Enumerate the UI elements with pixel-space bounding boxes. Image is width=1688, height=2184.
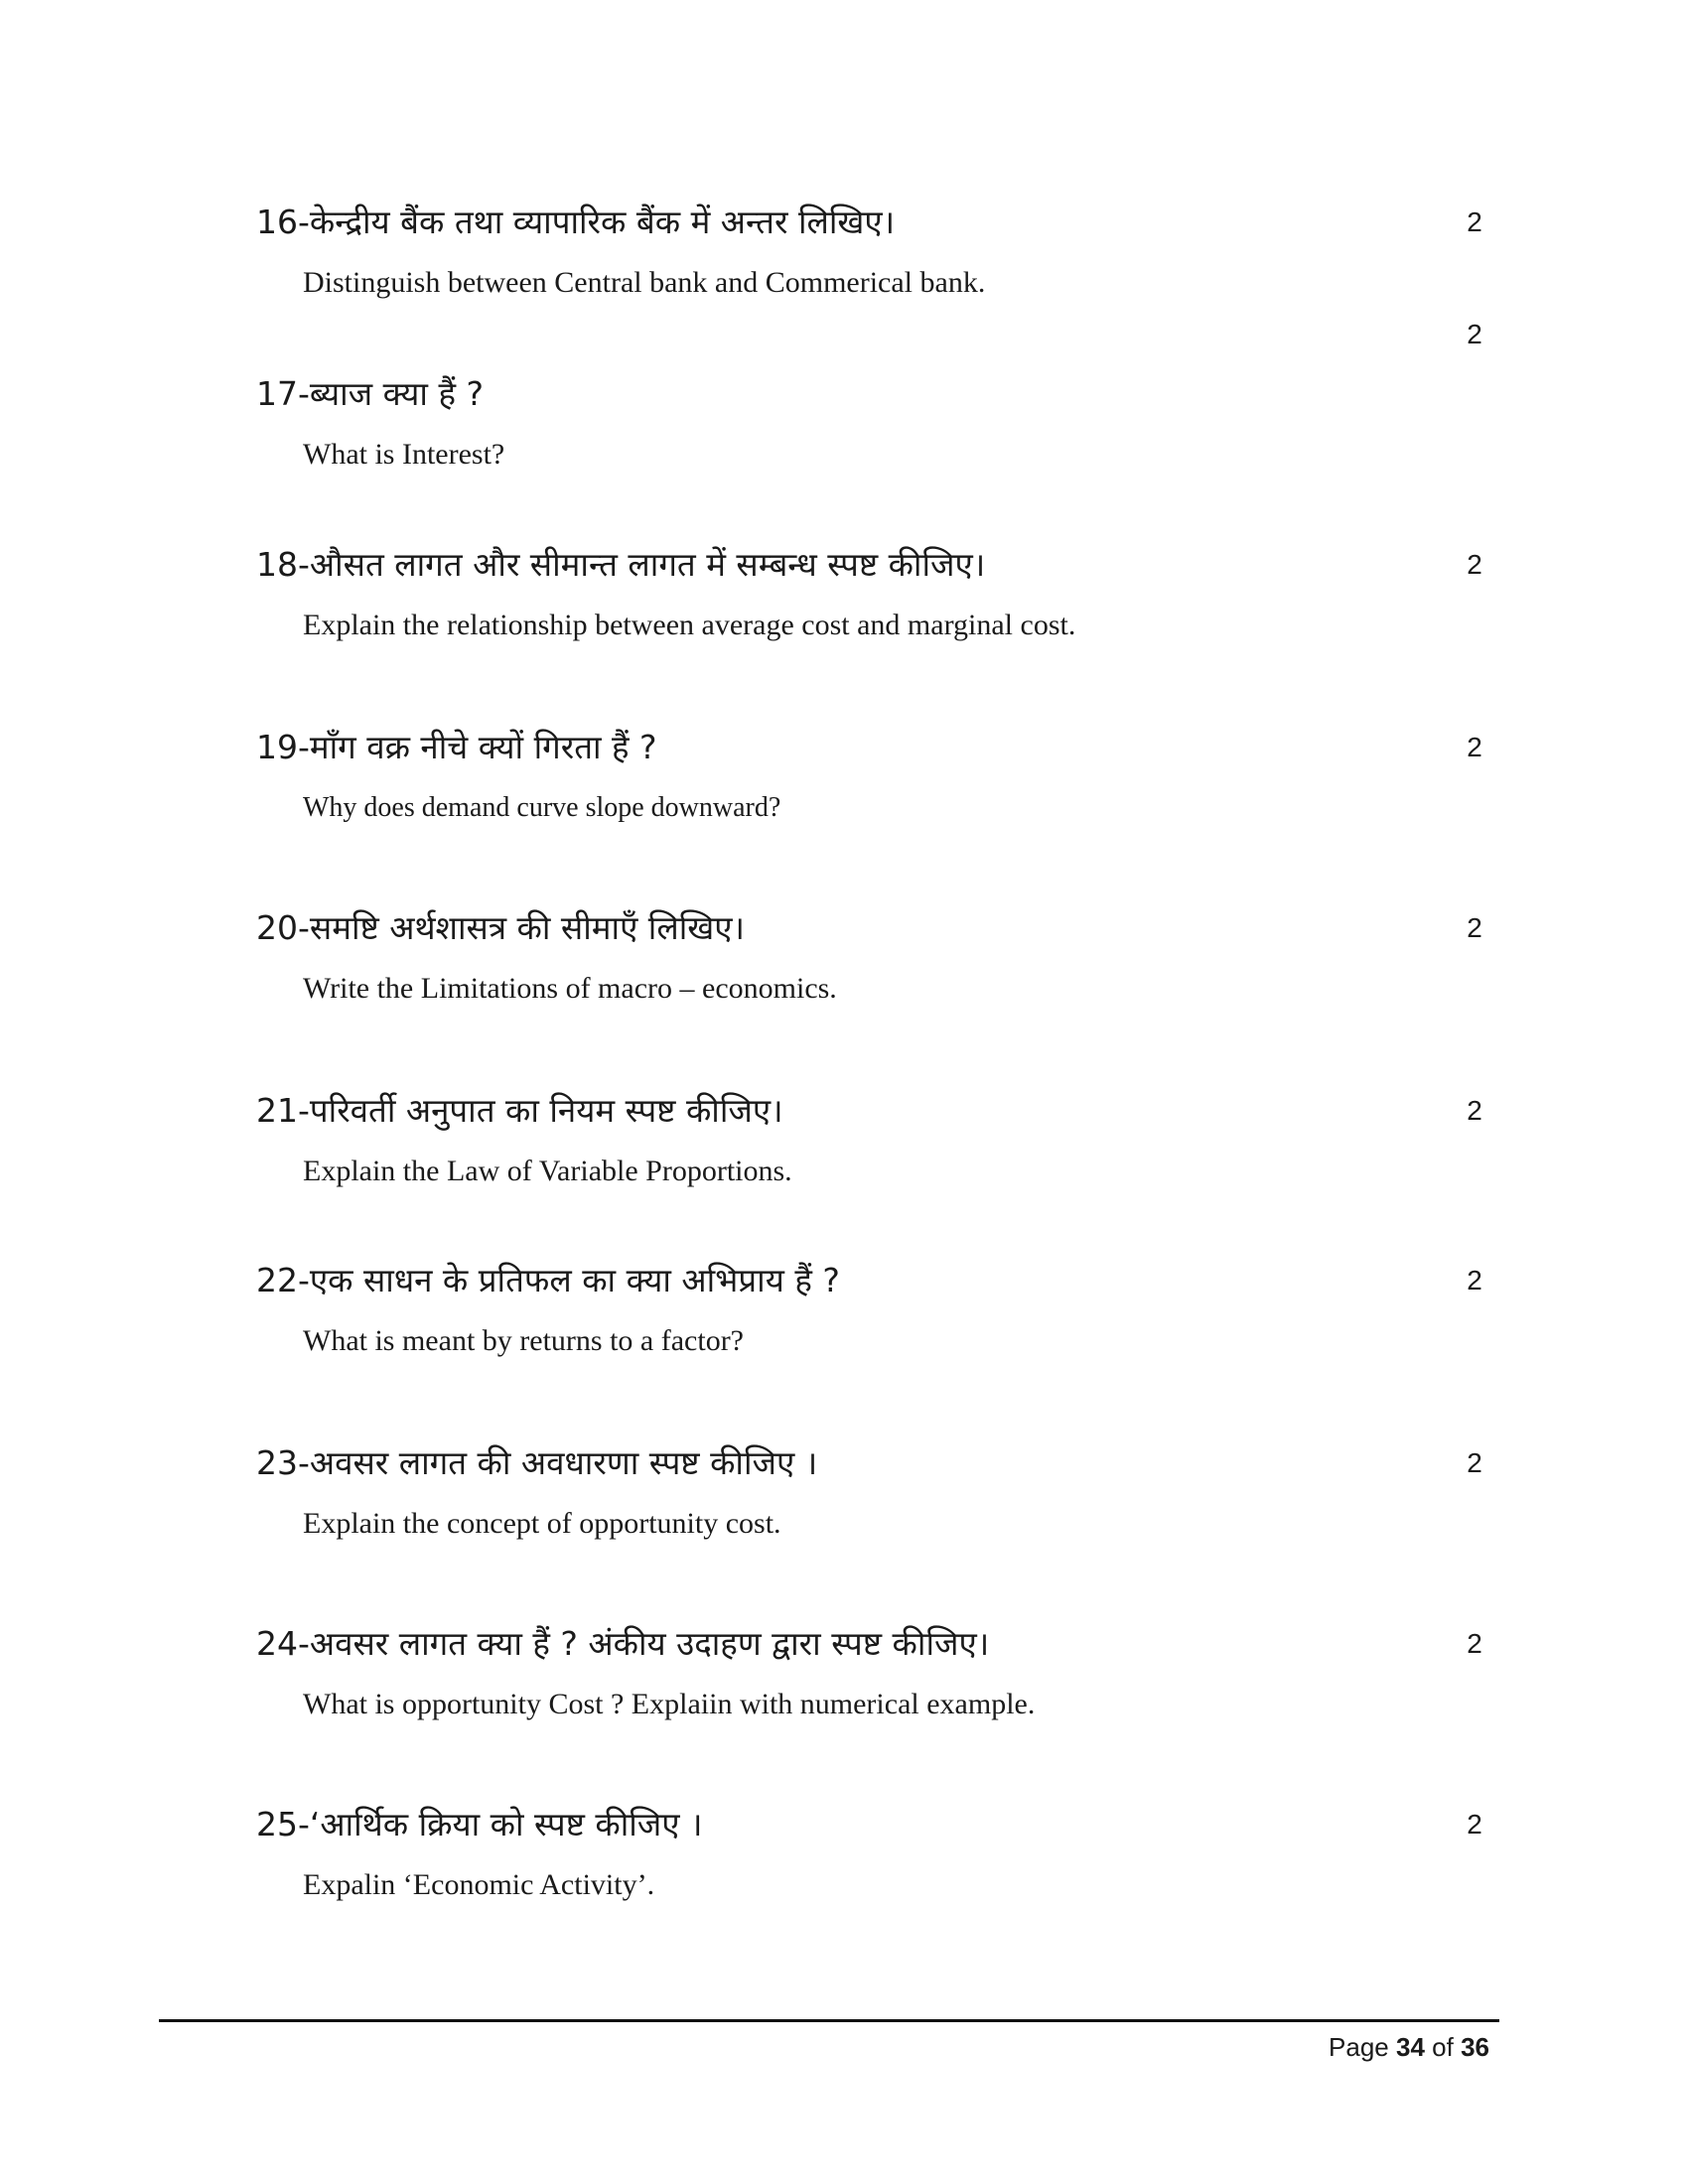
question-hindi: 23-अवसर लागत की अवधारणा स्पष्ट कीजिए । <box>256 1443 818 1482</box>
question-english: What is Interest? <box>303 438 505 471</box>
question-hindi: 25-‘आर्थिक क्रिया को स्पष्ट कीजिए । <box>256 1805 703 1843</box>
question-english: Explain the Law of Variable Proportions. <box>303 1155 792 1187</box>
question-marks: 2 <box>1467 549 1482 580</box>
question-english: What is meant by returns to a factor? <box>303 1324 744 1357</box>
question-english: Explain the concept of opportunity cost. <box>303 1507 781 1540</box>
question-hindi: 24-अवसर लागत क्या हैं ? अंकीय उदाहण द्वारा स्पष्ट कीजिए। <box>256 1624 990 1663</box>
question-english: Distinguish between Central bank and Commerical bank. <box>303 266 986 299</box>
question-marks: 2 <box>1467 1628 1482 1659</box>
question-english: What is opportunity Cost ? Explaiin with numerical example. <box>303 1688 1036 1720</box>
footer-of-word: of <box>1432 2032 1454 2062</box>
question-hindi: 16-केन्द्रीय बैंक तथा व्यापारिक बैंक में अन्तर लिखिए। <box>256 203 896 241</box>
question-english: Why does demand curve slope downward? <box>303 792 781 823</box>
question-marks: 2 <box>1467 206 1482 237</box>
question-marks: 2 <box>1467 1265 1482 1296</box>
question-hindi: 17-ब्याज क्या हैं ? <box>256 374 484 413</box>
question-marks: 2 <box>1467 1809 1482 1840</box>
question-hindi: 19-माँग वक्र नीचे क्यों गिरता हैं ? <box>256 728 657 766</box>
footer-page-number: 34 <box>1396 2032 1425 2062</box>
question-english: Explain the relationship between average cost and marginal cost. <box>303 609 1076 641</box>
question-marks: 2 <box>1467 1447 1482 1478</box>
question-17-marks: 2 <box>1467 319 1482 349</box>
footer-divider <box>159 2019 1499 2022</box>
question-english: Expalin ‘Economic Activity’. <box>303 1868 655 1901</box>
footer-total-pages: 36 <box>1461 2032 1489 2062</box>
question-hindi: 20-समष्टि अर्थशासत्र की सीमाएँ लिखिए। <box>256 908 746 947</box>
question-marks: 2 <box>1467 732 1482 762</box>
question-hindi: 21-परिवर्ती अनुपात का नियम स्पष्ट कीजिए। <box>256 1091 783 1130</box>
footer-page-word: Page <box>1329 2032 1389 2062</box>
question-hindi: 22-एक साधन के प्रतिफल का क्या अभिप्राय हैं ? <box>256 1261 840 1299</box>
question-hindi: 18-औसत लागत और सीमान्त लागत में सम्बन्ध स्पष्ट कीजिए। <box>256 545 986 584</box>
page-footer <box>1291 2029 1489 2065</box>
question-marks: 2 <box>1467 1095 1482 1126</box>
question-marks: 2 <box>1467 912 1482 943</box>
question-english: Write the Limitations of macro – economics. <box>303 972 837 1005</box>
